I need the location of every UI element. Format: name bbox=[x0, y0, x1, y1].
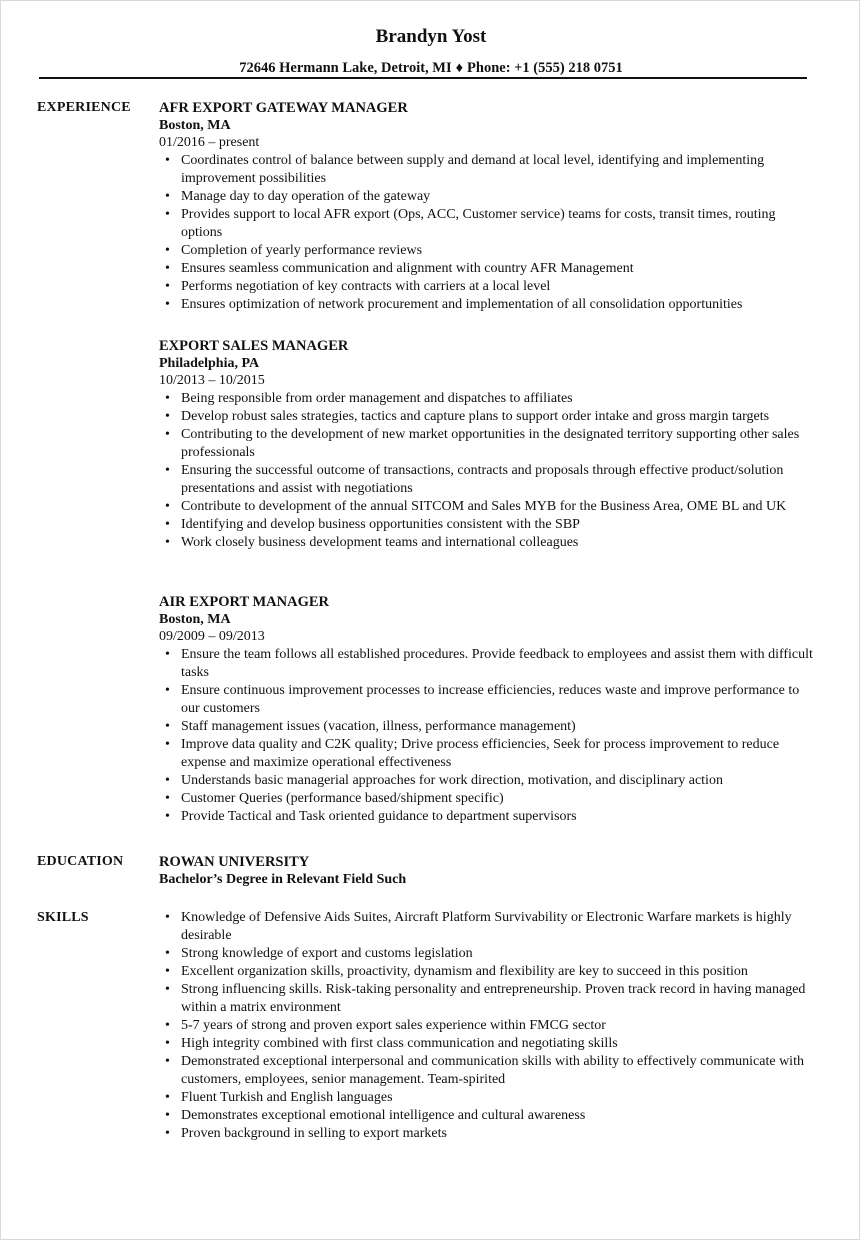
job-entry bbox=[159, 593, 815, 826]
job-title: EXPORT SALES MANAGER bbox=[159, 338, 349, 354]
job-entry bbox=[159, 99, 815, 314]
degree: Bachelor’s Degree in Relevant Field Such bbox=[159, 872, 407, 887]
contact-line bbox=[1, 59, 860, 77]
skills-entry bbox=[159, 909, 815, 1143]
education-entry bbox=[159, 853, 815, 888]
list-item: • Demonstrated exceptional interpersonal and communication skills with ability to effectively communicate with customers, employees, senior management. Team-spirited bbox=[159, 1053, 815, 1089]
list-item: • Provides support to local AFR export (Ops, ACC, Customer service) teams for costs, transit times, routing options bbox=[159, 206, 815, 242]
job-location: Boston, MA bbox=[159, 612, 231, 627]
job-location: Boston, MA bbox=[159, 118, 231, 133]
phone: Phone: +1 (555) 218 0751 bbox=[467, 60, 623, 76]
job-duties-list bbox=[159, 646, 815, 826]
list-item: • 5-7 years of strong and proven export sales experience within FMCG sector bbox=[159, 1017, 815, 1035]
section-label-experience: EXPERIENCE bbox=[37, 100, 131, 115]
list-item: • Ensuring the successful outcome of transactions, contracts and proposals through effective product/solution presentations and assist with negotiations bbox=[159, 462, 815, 498]
list-item: • Performs negotiation of key contracts with carriers at a local level bbox=[159, 278, 815, 296]
list-item: • Ensure the team follows all established procedures. Provide feedback to employees and assist them with difficult tasks bbox=[159, 646, 815, 682]
list-item: • Being responsible from order management and dispatches to affiliates bbox=[159, 390, 815, 408]
list-item: • Strong influencing skills. Risk-taking personality and entrepreneurship. Proven track record in having managed within a matrix environment bbox=[159, 981, 815, 1017]
job-duties-list bbox=[159, 152, 815, 314]
address: 72646 Hermann Lake, Detroit, MI bbox=[239, 60, 452, 76]
skills-list bbox=[159, 909, 815, 1143]
diamond-separator-icon: ♦ bbox=[455, 60, 464, 76]
list-item: • Fluent Turkish and English languages bbox=[159, 1089, 815, 1107]
list-item: • Customer Queries (performance based/shipment specific) bbox=[159, 790, 815, 808]
list-item: • Excellent organization skills, proactivity, dynamism and flexibility are key to succeed in this position bbox=[159, 963, 815, 981]
job-title: AFR EXPORT GATEWAY MANAGER bbox=[159, 100, 408, 116]
list-item: • Ensures optimization of network procurement and implementation of all consolidation opportunities bbox=[159, 296, 815, 314]
list-item: • Work closely business development teams and international colleagues bbox=[159, 534, 815, 552]
list-item: • Ensure continuous improvement processes to increase efficiencies, reduces waste and improve performance to our customers bbox=[159, 682, 815, 718]
list-item: • Strong knowledge of export and customs legislation bbox=[159, 945, 815, 963]
section-label-education: EDUCATION bbox=[37, 854, 124, 869]
list-item: • Improve data quality and C2K quality; Drive process efficiencies, Seek for process improvement to reduce expense and maximize operational effectiveness bbox=[159, 736, 815, 772]
job-dates: 09/2009 – 09/2013 bbox=[159, 629, 265, 644]
list-item: • Staff management issues (vacation, illness, performance management) bbox=[159, 718, 815, 736]
list-item: • Provide Tactical and Task oriented guidance to department supervisors bbox=[159, 808, 815, 826]
list-item: • Contributing to the development of new market opportunities in the designated territory supporting other sales professionals bbox=[159, 426, 815, 462]
school-name: ROWAN UNIVERSITY bbox=[159, 854, 310, 870]
job-entry bbox=[159, 337, 815, 552]
list-item: • Completion of yearly performance reviews bbox=[159, 242, 815, 260]
job-location: Philadelphia, PA bbox=[159, 356, 260, 371]
list-item: • Identifying and develop business opportunities consistent with the SBP bbox=[159, 516, 815, 534]
list-item: • Contribute to development of the annual SITCOM and Sales MYB for the Business Area, OME BL and UK bbox=[159, 498, 815, 516]
section-label-skills: SKILLS bbox=[37, 910, 89, 925]
candidate-name: Brandyn Yost bbox=[375, 26, 487, 47]
list-item: • Understands basic managerial approaches for work direction, motivation, and disciplinary action bbox=[159, 772, 815, 790]
job-duties-list bbox=[159, 390, 815, 552]
job-dates: 01/2016 – present bbox=[159, 135, 260, 150]
list-item: • Demonstrates exceptional emotional intelligence and cultural awareness bbox=[159, 1107, 815, 1125]
list-item: • Develop robust sales strategies, tactics and capture plans to support order intake and gross margin targets bbox=[159, 408, 815, 426]
list-item: • Knowledge of Defensive Aids Suites, Aircraft Platform Survivability or Electronic Warfare markets is highly desirable bbox=[159, 909, 815, 945]
list-item: • Ensures seamless communication and alignment with country AFR Management bbox=[159, 260, 815, 278]
list-item: • Proven background in selling to export markets bbox=[159, 1125, 815, 1143]
list-item: • High integrity combined with first class communication and negotiating skills bbox=[159, 1035, 815, 1053]
list-item: • Coordinates control of balance between supply and demand at local level, identifying and implementing improvement possibilities bbox=[159, 152, 815, 188]
job-dates: 10/2013 – 10/2015 bbox=[159, 373, 265, 388]
header-divider bbox=[39, 77, 807, 79]
job-title: AIR EXPORT MANAGER bbox=[159, 594, 330, 610]
list-item: • Manage day to day operation of the gateway bbox=[159, 188, 815, 206]
